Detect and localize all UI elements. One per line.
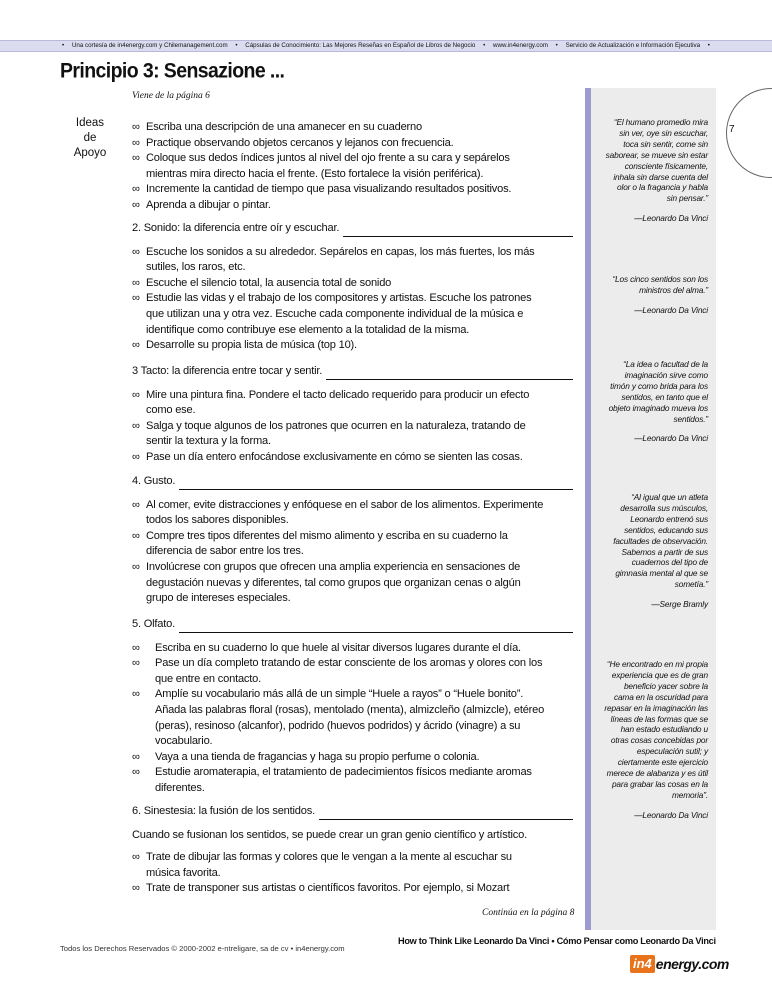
bullet-infinity-icon: ∞ xyxy=(132,276,140,289)
quote-line: sin pensar.” xyxy=(666,193,708,204)
quote-line: timón y como brida para los xyxy=(610,380,708,391)
answer-line xyxy=(326,369,573,380)
bullet-text: Escuche los sonidos a su alrededor. Sepárelos en capas, los más fuertes, los más xyxy=(146,245,535,258)
bullet-text-continuation: (peras), resinoso (alcanfor), podrido (huevos podridos) y ácrido (vinagre) a su xyxy=(155,719,521,732)
quote-line: “He encontrado en mi propia xyxy=(606,659,708,669)
bullet-infinity-icon: ∞ xyxy=(132,152,140,165)
quote-line: sentidos.” xyxy=(673,413,708,424)
book-title: How to Think Like Leonardo Da Vinci • Cómo Pensar como Leonardo Da Vinci xyxy=(398,936,716,946)
quote-line: objeto imaginado mueva los xyxy=(608,402,708,413)
section-heading-text: 5. Olfato. xyxy=(132,618,176,630)
bullet-text-continuation: sutiles, los raros, etc. xyxy=(146,261,246,274)
section-heading-text: 6. Sinestesia: la fusión de los sentidos. xyxy=(132,805,315,817)
quote-line: especulación sutil; y xyxy=(636,746,708,757)
spacer xyxy=(132,490,580,498)
answer-line xyxy=(179,479,573,490)
bullet-text: Al comer, evite distracciones y enfóquese en el sabor de los alimentos. Experimente xyxy=(146,498,544,511)
bullet-infinity-icon: ∞ xyxy=(132,450,140,463)
bullet-text: Estudie las vidas y el trabajo de los compositores y artistas. Escuche los patrones xyxy=(146,292,532,305)
quote-author: —Leonardo Da Vinci xyxy=(634,304,708,315)
quote-line: para grabar las cosas en la xyxy=(611,778,708,789)
bullet-text: Pase un día completo tratando de estar consciente de los aromas y olores con los xyxy=(155,657,543,670)
bullet-text-continuation: grupo de intereses especiales. xyxy=(146,592,291,605)
quote-line: repasar en la imaginación las xyxy=(604,702,708,713)
bullet-item xyxy=(132,687,580,703)
header-bullet: • xyxy=(555,42,558,49)
section-heading xyxy=(132,804,580,820)
section-block xyxy=(132,364,580,466)
spacer xyxy=(132,380,580,388)
answer-line xyxy=(343,226,573,237)
bullet-text-continuation: sentir la textura y la forma. xyxy=(146,435,271,448)
bullet-text-continuation: vocabulario. xyxy=(155,735,213,748)
spacer xyxy=(132,843,580,850)
continued-to-note: Continúa en la página 8 xyxy=(482,908,575,918)
bullet-text: Salga y toque algunos de los patrones que ocurren en la naturaleza, tratando de xyxy=(146,419,526,432)
header-item: www.in4energy.com xyxy=(493,42,548,49)
quote-line: toca sin sentir, come sin xyxy=(623,138,708,149)
quote-line: experiencia que es de gran xyxy=(611,669,708,680)
section-block xyxy=(132,221,580,354)
bullet-item xyxy=(132,291,580,307)
bullet-text: Escriba una descripción de una amanecer en su cuaderno xyxy=(146,121,422,133)
bullet-text-continuation: que entre en contacto. xyxy=(155,672,262,685)
bullet-text: Coloque sus dedos índices juntos al nivel del ojo frente a su cara y sepárelos xyxy=(146,152,510,165)
bullet-item xyxy=(132,450,580,466)
quote-line: ministros del alma.” xyxy=(639,284,708,295)
bullet-text: Vaya a una tienda de fragancias y haga su propio perfume o colonia. xyxy=(155,750,480,763)
header-bullet: • xyxy=(235,42,238,49)
bullet-item xyxy=(132,120,580,136)
bullet-infinity-icon: ∞ xyxy=(132,388,140,401)
bullet-item xyxy=(132,765,580,781)
quote-line: memoria”. xyxy=(672,789,708,800)
quote-line: beneficio yacer sobre la xyxy=(623,680,708,691)
spacer xyxy=(132,633,580,641)
bullet-infinity-icon: ∞ xyxy=(132,641,140,654)
quote-author: —Serge Bramly xyxy=(651,599,708,610)
bullet-text: Escriba en su cuaderno lo que huele al visitar diversos lugares durante el día. xyxy=(155,641,521,654)
bullet-infinity-icon: ∞ xyxy=(132,882,140,895)
quote-author: —Leonardo Da Vinci xyxy=(634,213,708,224)
quote-line: desarrolla sus músculos, xyxy=(620,502,708,513)
bullet-infinity-icon: ∞ xyxy=(132,121,140,133)
bullet-text-continuation: mientras mira directo hacia el frente. (Esto fortalece la visión periférica). xyxy=(146,167,484,180)
quote-line: “Al igual que un atleta xyxy=(631,492,708,502)
bullet-text: Mire una pintura fina. Pondere el tacto delicado requerido para producir un efecto xyxy=(146,388,530,401)
bullet-text: Involúcrese con grupos que ofrecen una amplia experiencia en sensaciones de xyxy=(146,560,521,573)
quote-line: facultades de observación. xyxy=(613,535,708,546)
bullet-text: Incremente la cantidad de tiempo que pasa visualizando resultados positivos. xyxy=(146,183,512,196)
section-block xyxy=(132,474,580,607)
section-block xyxy=(132,804,580,897)
bullet-text: Pase un día entero enfocándose exclusivamente en cómo se sienten las cosas. xyxy=(146,450,523,463)
bullet-text-continuation: degustación nuevas y diferentes, tal como grupos que organizan cenas o algún xyxy=(146,576,521,589)
bullet-text-continuation: Añada las palabras floral (rosas), mentolado (menta), almizcleño (almizcle), etéreo xyxy=(155,703,545,716)
bullet-item xyxy=(132,641,580,657)
bullet-infinity-icon: ∞ xyxy=(132,498,140,511)
quote-line: “El humano promedio mira xyxy=(613,117,708,127)
quote-line: saborear, se mueve sin estar xyxy=(605,149,708,160)
copyright-text: Todos los Derechos Reservados © 2000-2002 e-ntreligare, sa de cv • in4energy.com xyxy=(60,944,345,953)
bullet-text: Practique observando objetos cercanos y lejanos con frecuencia. xyxy=(146,136,454,149)
bullet-text: Amplíe su vocabulario más allá de un simple “Huele a rayos” o “Huele bonito”. xyxy=(155,688,524,701)
in4energy-logo xyxy=(630,954,729,974)
bullet-infinity-icon: ∞ xyxy=(132,183,140,196)
bullet-text: Trate de transponer sus artistas o científicos favoritos. Por ejemplo, si Mozart xyxy=(146,882,510,895)
bullet-item xyxy=(132,338,580,354)
sidebar-quote xyxy=(590,492,708,610)
bullet-item xyxy=(132,529,580,545)
bullet-infinity-icon: ∞ xyxy=(132,529,140,542)
section-intro: Cuando se fusionan los sentidos, se puede crear un gran genio científico y artístico. xyxy=(132,828,527,841)
bullet-text: Escuche el silencio total, la ausencia total de sonido xyxy=(146,276,392,289)
bullet-item xyxy=(132,750,580,766)
bullet-infinity-icon: ∞ xyxy=(132,245,140,258)
bullet-item xyxy=(132,388,580,404)
bullet-infinity-icon: ∞ xyxy=(132,136,140,149)
quote-line: olor o la fragancia y habla xyxy=(617,182,708,193)
bullet-text-continuation: diferentes. xyxy=(155,781,205,794)
bullet-text-continuation: música favorita. xyxy=(146,866,221,879)
bullet-item xyxy=(132,276,580,292)
header-band xyxy=(0,40,772,52)
ideas-label-line: de xyxy=(83,132,97,144)
quote-line: han estado estudiando u xyxy=(620,724,708,735)
section-heading xyxy=(132,221,580,237)
answer-line xyxy=(179,622,573,633)
bullet-text: Desarrolle su propia lista de música (top 10). xyxy=(146,339,357,352)
section-heading-text: 4. Gusto. xyxy=(132,475,176,487)
bullet-item xyxy=(132,560,580,576)
quote-line: inhala sin darse cuenta del xyxy=(613,171,708,182)
bullet-item xyxy=(132,182,580,198)
bullet-text-continuation: todos los sabores disponibles. xyxy=(146,514,289,527)
quote-line: “La idea o facultad de la xyxy=(623,359,708,369)
bullet-infinity-icon: ∞ xyxy=(132,339,140,352)
quote-line: cuadernos del tipo de xyxy=(631,557,708,568)
bullet-text: Aprenda a dibujar o pintar. xyxy=(146,198,271,211)
page-number: 7 xyxy=(729,124,735,135)
ideas-label xyxy=(62,116,118,161)
quote-author: —Leonardo Da Vinci xyxy=(634,809,708,820)
sidebar-quote xyxy=(590,274,708,316)
header-bullet: • xyxy=(707,42,710,49)
bullet-item xyxy=(132,656,580,672)
logo-mark: in4 xyxy=(630,955,655,973)
bullet-text-continuation: identifique como contribuye ese elemento a la totalidad de la misma. xyxy=(146,323,470,336)
section-heading-text: 2. Sonido: la diferencia entre oír y escuchar. xyxy=(132,222,340,234)
section-heading xyxy=(132,474,580,490)
ideas-label-line: Ideas xyxy=(75,117,105,129)
bullet-item xyxy=(132,881,580,897)
bullet-infinity-icon: ∞ xyxy=(132,292,140,305)
ideas-label-line: Apoyo xyxy=(73,147,107,159)
quote-line: cama en la oscuridad para xyxy=(613,691,708,702)
quote-line: líneas de las formas que se xyxy=(610,713,708,724)
logo-word: energy.com xyxy=(655,956,729,972)
sidebar-quote xyxy=(590,117,708,224)
page-title: Principio 3: Sensazione ... xyxy=(60,58,285,84)
bullet-infinity-icon: ∞ xyxy=(132,851,140,864)
bullet-item xyxy=(132,498,580,514)
bullet-infinity-icon: ∞ xyxy=(132,419,140,432)
quote-author: —Leonardo Da Vinci xyxy=(634,433,708,444)
quote-line: consciente físicamente, xyxy=(624,160,708,171)
bullet-item xyxy=(132,136,580,152)
bullet-item xyxy=(132,245,580,261)
sidebar-quote xyxy=(590,359,708,444)
quote-sidebar xyxy=(585,88,716,930)
bullet-text-continuation: que utilizan una y otra vez. Escuche cada componente individual de la música e xyxy=(146,307,524,320)
bullet-text: Trate de dibujar las formas y colores que le vengan a la mente al escuchar su xyxy=(146,851,512,864)
bullet-item xyxy=(132,850,580,866)
section-heading xyxy=(132,617,580,633)
quote-line: merece de alabanza y es útil xyxy=(606,768,708,779)
quote-line: ciertamente este ejercicio xyxy=(617,757,708,768)
answer-line xyxy=(319,809,573,820)
bullet-text: Estudie aromaterapia, el tratamiento de padecimientos físicos mediante aromas xyxy=(155,766,532,779)
bullet-text: Compre tres tipos diferentes del mismo alimento y escriba en su cuaderno la xyxy=(146,529,508,542)
quote-line: sin ver, oye sin escuchar, xyxy=(619,127,708,138)
header-item: Cápsulas de Conocimiento: Las Mejores Reseñas en Español de Libros de Negocio xyxy=(245,42,476,49)
spacer xyxy=(132,820,580,828)
section-heading-text: 3 Tacto: la diferencia entre tocar y sentir. xyxy=(132,365,323,377)
section-heading xyxy=(132,364,580,380)
quote-line: Leonardo entrenó sus xyxy=(630,513,708,524)
bullet-item xyxy=(132,198,580,214)
quote-line: otras cosas concebidas por xyxy=(610,735,708,746)
section-block xyxy=(132,120,580,214)
bullet-text-continuation: como ese. xyxy=(146,404,196,417)
continued-from-note: Viene de la página 6 xyxy=(132,91,210,101)
quote-line: gimnasia mental al que se xyxy=(615,568,708,579)
bullet-infinity-icon: ∞ xyxy=(132,560,140,573)
quote-line: sometía.” xyxy=(674,579,708,590)
spacer xyxy=(132,237,580,245)
sidebar-quote xyxy=(590,659,708,821)
quote-line: sentidos, educando sus xyxy=(624,524,708,535)
bullet-text-continuation: diferencia de sabor entre los tres. xyxy=(146,545,304,558)
bullet-infinity-icon: ∞ xyxy=(132,198,140,211)
quote-line: Sabemos a partir de sus xyxy=(621,546,708,557)
section-block xyxy=(132,617,580,797)
bullet-item xyxy=(132,151,580,167)
bullet-infinity-icon: ∞ xyxy=(132,688,140,701)
header-bullet: • xyxy=(62,42,65,49)
header-bullet: • xyxy=(483,42,486,49)
quote-line: imaginación sirve como xyxy=(624,369,708,380)
header-item: Una cortesía de in4energy.com y Chilemanagement.com xyxy=(71,42,228,49)
header-item: Servicio de Actualización e Información Ejecutiva xyxy=(565,42,701,49)
bullet-infinity-icon: ∞ xyxy=(132,766,140,779)
quote-line: “Los cinco sentidos son los xyxy=(612,274,708,284)
bullet-infinity-icon: ∞ xyxy=(132,657,140,670)
bullet-item xyxy=(132,419,580,435)
bullet-infinity-icon: ∞ xyxy=(132,750,140,763)
quote-line: sentidos, en tanto que el xyxy=(621,391,708,402)
